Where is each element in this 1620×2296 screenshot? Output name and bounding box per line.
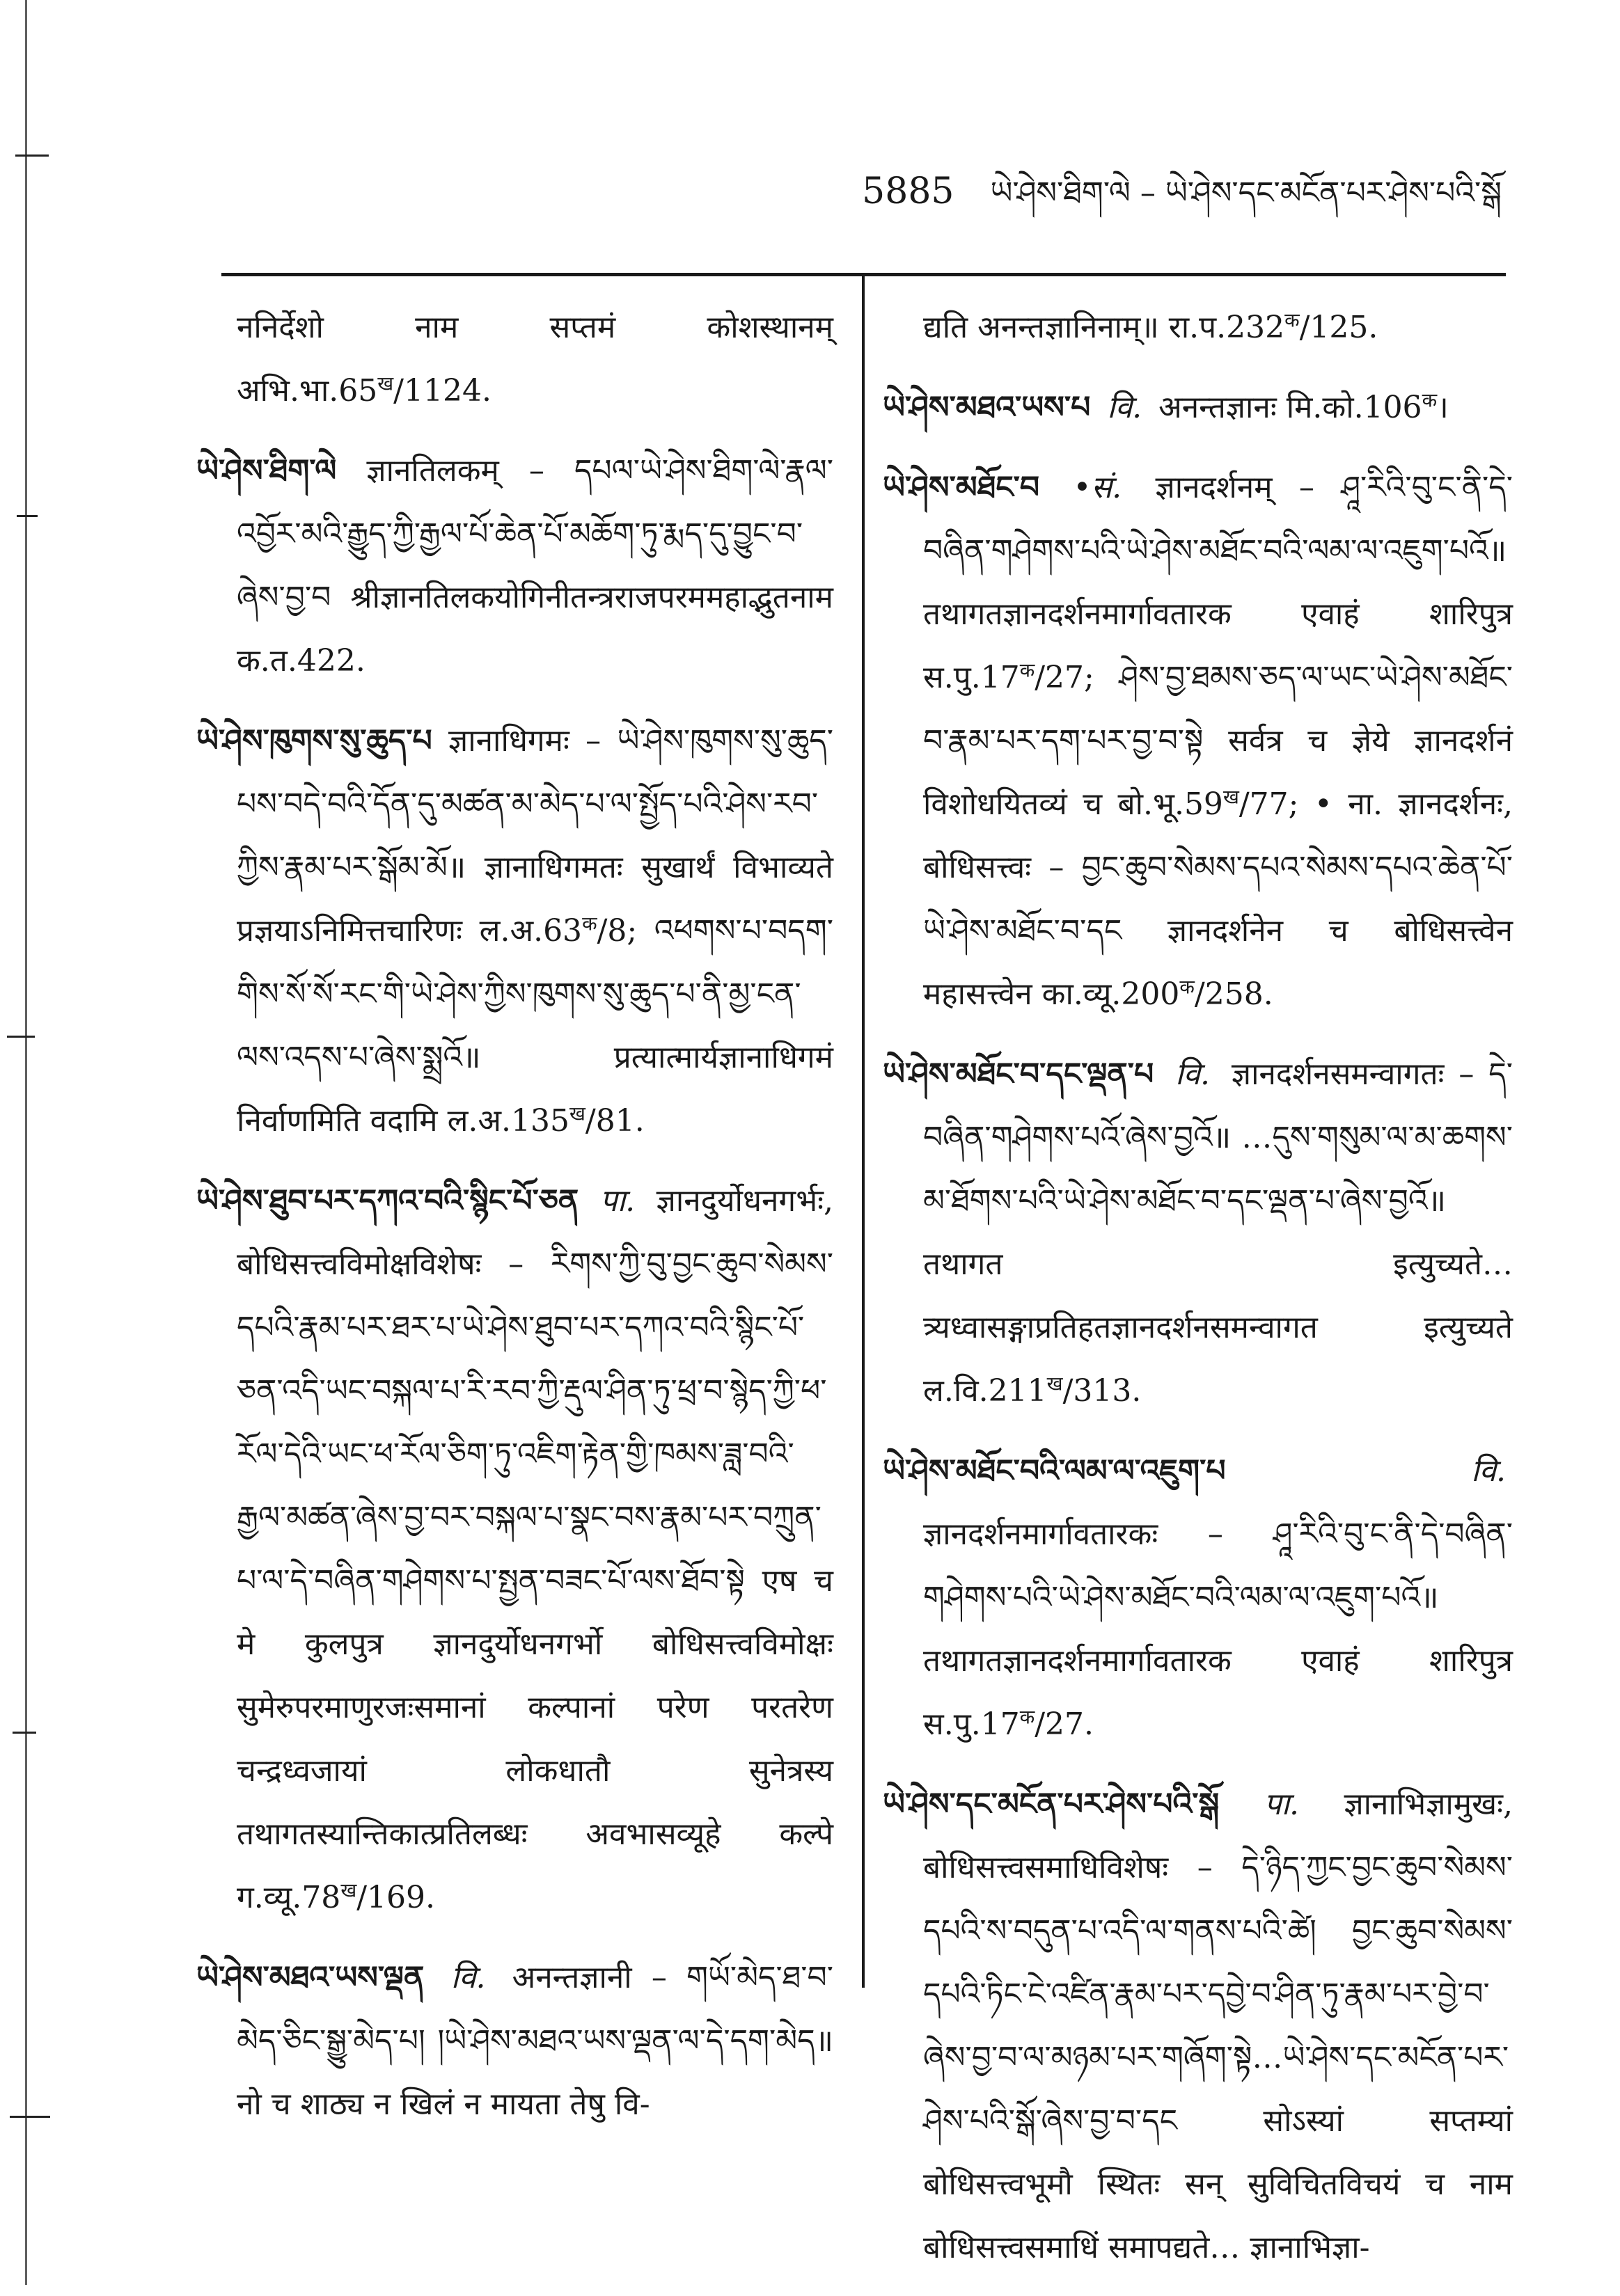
entry-body: द्यति अनन्तज्ञानिनाम्॥ $रा.प.232^क/125$. bbox=[923, 308, 1378, 345]
dictionary-entry bbox=[196, 439, 833, 692]
page-header bbox=[862, 159, 1502, 245]
entry-grammar-label: पा. bbox=[1264, 1787, 1299, 1822]
entry-grammar-label: वि. bbox=[450, 1960, 486, 1995]
entry-body: ज्ञानतिलकम् – དཔལ་ཡེ་ཤེས་ཐིག་ལེ་རྣལ་འབྱོར་མའི་རྒྱུད་ཀྱི་རྒྱལ་པོ་ཆེན་པོ་མཆོག་ཏུ་རྨད་དུ་བྱུང་བ་ཞེས་བྱ་བ श्रीज्ञानतिलकयोगिनीतन्त्रराजपरममहाद्भुतनाम क.त.422. bbox=[237, 453, 833, 679]
entry-headword: ཡེ་ཤེས་ཁུགས་སུ་ཆུད་པ bbox=[196, 723, 432, 759]
entry-body: ननिर्देशो नाम सप्तमं कोशस्थानम् $अभि.भा.65^ख/1124$. bbox=[237, 310, 833, 409]
entry-continuation bbox=[883, 296, 1513, 359]
entry-body: ज्ञानाधिगमः – ཡེ་ཤེས་ཁུགས་སུ་ཆུད་པས་བདེ་བའི་དོན་དུ་མཚན་མ་མེད་པ་ལ་སྤྱོད་པའི་ཤེས་རབ་ཀྱིས་རྣམ་པར་སྒོམ་མོ॥ ज्ञानाधिगमतः सुखार्थं विभाव्यते प्रज्ञयाऽनिमित्तचारिणः $ल.अ.63^क/8$; འཕགས་པ་བདག་གིས་སོ་སོ་རང་གི་ཡེ་ཤེས་ཀྱིས་ཁུགས་སུ་ཆུད་པ་ནི་མྱ་ངན་ལས་འདས་པ་ཞེས་སྨྲའོ॥ प्रत्यात्मार्यज्ञानाधिगमं निर्वाणमिति वदामि $ल.अ.135^ख/81$. bbox=[237, 723, 833, 1139]
entry-headword: ཡེ་ཤེས་ཐུབ་པར་དཀའ་བའི་སྙིང་པོ་ཅན bbox=[196, 1183, 579, 1219]
scan-edge-mark bbox=[15, 155, 49, 157]
entry-grammar-label: वि. bbox=[1471, 1453, 1506, 1489]
column-divider bbox=[862, 276, 865, 1988]
dictionary-entry bbox=[883, 376, 1513, 439]
entry-body: अनन्तज्ञानः $मि.को.106^क।$ bbox=[1158, 388, 1449, 425]
entry-headword: ཡེ་ཤེས་མཐོང་བའི་ལམ་ལ་འཇུག་པ bbox=[883, 1453, 1226, 1489]
dictionary-entry bbox=[196, 1946, 833, 2136]
dictionary-entry bbox=[196, 709, 833, 1153]
entry-body: ज्ञानदर्शनम् – ཤཱ་རིའི་བུ་ང་ནི་དེ་བཞིན་གཤེགས་པའི་ཡེ་ཤེས་མཐོང་བའི་ལམ་ལ་འཇུག་པའོ॥ तथागतज्ञानदर्शनमार्गावतारक एवाहं शारिपुत्र $स.पु.17^क/27$; ཤེས་བྱ་ཐམས་ཅད་ལ་ཡང་ཡེ་ཤེས་མཐོང་བ་རྣམ་པར་དག་པར་བྱ་བ་སྟེ सर्वत्र च ज्ञेये ज्ञानदर्शनं विशोधयितव्यं च $बो.भू.59^ख/77$; • ना. ज्ञानदर्शनः, बोधिसत्त्वः – བྱང་ཆུབ་སེམས་དཔའ་སེམས་དཔའ་ཆེན་པོ་ཡེ་ཤེས་མཐོང་བ་དང ज्ञानदर्शनेन च बोधिसत्त्वेन महासत्त्वेन $का.व्यू.200^क/258$. bbox=[923, 470, 1513, 1012]
right-column bbox=[883, 296, 1513, 2296]
dictionary-entry bbox=[883, 456, 1513, 1026]
dictionary-entry bbox=[883, 1043, 1513, 1423]
running-head: ཡེ་ཤེས་ཐིག་ལེ – ཡེ་ཤེས་དང་མངོན་པར་ཤེས་པའི་སྒོ bbox=[990, 175, 1502, 211]
entry-headword: ཡེ་ཤེས་མཐའ་ཡས་པ bbox=[883, 390, 1091, 425]
entry-headword: ཡེ་ཤེས་མཐོང་བ་དང་ལྡན་པ bbox=[883, 1056, 1154, 1092]
entry-body: ज्ञानदर्शनसमन्वागतः – དེ་བཞིན་གཤེགས་པའོ་ཞེས་བྱའོ॥ …དུས་གསུམ་ལ་མ་ཆགས་མ་ཐོགས་པའི་ཡེ་ཤེས་མཐོང་བ་དང་ལྡན་པ་ཞེས་བྱའོ॥ तथागत इत्युच्यते…त्र्यध्वासङ्गाप्रतिहतज्ञानदर्शनसमन्वागत इत्युच्यते $ल.वि.211^ख/313$. bbox=[923, 1056, 1513, 1409]
dictionary-entry bbox=[883, 1439, 1513, 1756]
entry-grammar-label: वि. bbox=[1175, 1056, 1210, 1092]
dictionary-entry bbox=[196, 1169, 833, 1929]
scan-edge-mark bbox=[17, 515, 38, 517]
dictionary-entry bbox=[883, 1773, 1513, 2279]
entry-grammar-label: पा. bbox=[599, 1183, 636, 1219]
left-column bbox=[196, 296, 833, 2153]
entry-continuation bbox=[196, 296, 833, 422]
entry-grammar-label: •सं. bbox=[1073, 470, 1122, 505]
entry-body: अनन्तज्ञानी – གཡོ་མེད་ཐ་བ་མེད་ཅིང་སྒྱུ་མེད་པ། །ཡེ་ཤེས་མཐའ་ཡས་ལྡན་ལ་དེ་དག་མེད॥ नो च शाठ्य न खिलं न मायता तेषु वि- bbox=[237, 1960, 833, 2122]
entry-grammar-label: वि. bbox=[1107, 390, 1142, 425]
entry-headword: ཡེ་ཤེས་དང་མངོན་པར་ཤེས་པའི་སྒོ bbox=[883, 1787, 1220, 1822]
entry-body: ज्ञानदर्शनमार्गावतारकः – ཤཱ་རིའི་བུ་ང་ནི་དེ་བཞིན་གཤེགས་པའི་ཡེ་ཤེས་མཐོང་བའི་ལམ་ལ་འཇུག་པའོ॥ तथागतज्ञानदर्शनमार्गावतारक एवाहं शारिपुत्र $स.पु.17^क/27$. bbox=[923, 1517, 1513, 1742]
entry-headword: ཡེ་ཤེས་ཐིག་ལེ bbox=[196, 453, 337, 489]
entry-body: ज्ञानदुर्योधनगर्भः, बोधिसत्त्वविमोक्षविशेषः – རིགས་ཀྱི་བུ་བྱང་ཆུབ་སེམས་དཔའི་རྣམ་པར་ཐར་པ་ཡེ་ཤེས་ཐུབ་པར་དཀའ་བའི་སྙིང་པོ་ཅན་འདི་ཡང་བསྐལ་པ་རི་རབ་ཀྱི་རྡུལ་ཤིན་ཏུ་ཕྲ་བ་སྙེད་ཀྱི་ཕ་རོལ་དེའི་ཡང་ཕ་རོལ་ཅིག་ཏུ་འཇིག་རྟེན་གྱི་ཁམས་ཟླ་བའི་རྒྱལ་མཚན་ཞེས་བྱ་བར་བསྐལ་པ་སྣང་བས་རྣམ་པར་བཀྲུན་པ་ལ་དེ་བཞིན་གཤེགས་པ་སྤྱན་བཟང་པོ་ལས་ཐོབ་སྟེ एष च मे कुलपुत्र ज्ञानदुर्योधनगर्भो बोधिसत्त्वविमोक्षः सुमेरुपरमाणुरजःसमानां कल्पानां परेण परतरेण चन्द्रध्वजायां लोकधातौ सुनेत्रस्य तथागतस्यान्तिकात्प्रतिलब्धः अवभासव्यूहे कल्पे $ग.व्यू.78^ख/169$. bbox=[237, 1183, 833, 1915]
entry-headword: ཡེ་ཤེས་མཐའ་ཡས་ལྡན bbox=[196, 1960, 425, 1995]
scan-edge-mark bbox=[10, 2116, 50, 2118]
scan-edge-line bbox=[25, 0, 27, 2285]
scan-edge-mark bbox=[7, 1036, 35, 1038]
scan-edge-mark bbox=[13, 1732, 36, 1734]
page-number: 5885 bbox=[862, 171, 954, 212]
entry-headword: ཡེ་ཤེས་མཐོང་བ bbox=[883, 470, 1040, 505]
entry-body: ज्ञानाभिज्ञामुखः, बोधिसत्त्वसमाधिविशेषः – དེ་ཉིད་ཀྱང་བྱང་ཆུབ་སེམས་དཔའི་ས་བདུན་པ་འདི་ལ་གནས་པའི་ཚེ། བྱང་ཆུབ་སེམས་དཔའི་ཏིང་ངེ་འཛིན་རྣམ་པར་དབྱེ་བ་ཤིན་ཏུ་རྣམ་པར་བྱེ་བ་ཞེས་བྱ་བ་ལ་མཉམ་པར་གཞོག་སྟེ…ཡེ་ཤེས་དང་མངོན་པར་ཤེས་པའི་སྒོ་ཞེས་བྱ་བ་དང सोऽस्यां सप्तम्यां बोधिसत्त्वभूमौ स्थितः सन् सुविचितविचयं च नाम बोधिसत्त्वसमाधिं समापद्यते… ज्ञानाभिज्ञा- bbox=[923, 1787, 1513, 2265]
